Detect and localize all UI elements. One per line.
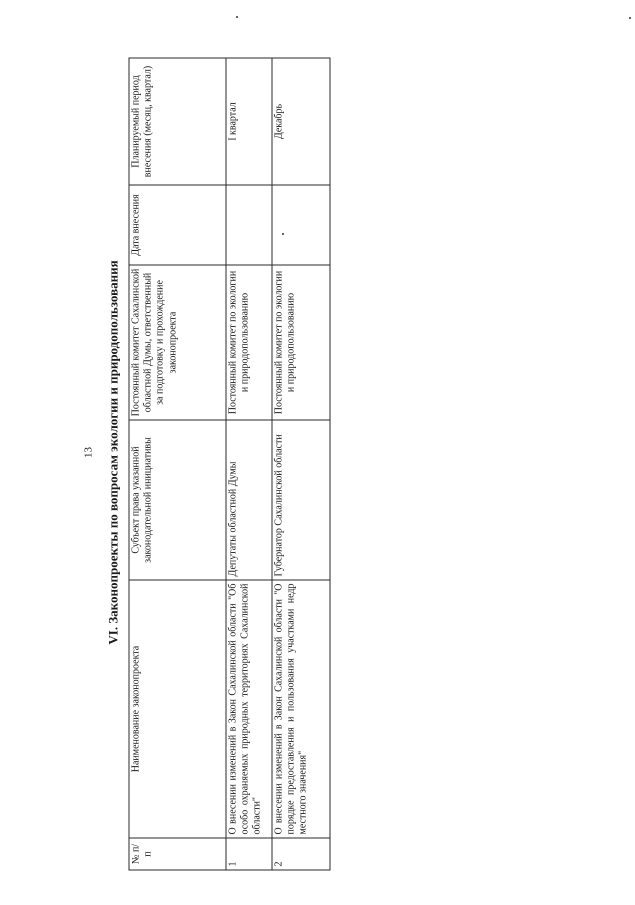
table-row [272, 58, 330, 870]
page-number: 13 [82, 447, 95, 458]
row-submission-date [272, 185, 330, 265]
row-planned-period: Декабрь [272, 58, 330, 185]
header-number: № п/п [129, 838, 226, 870]
table-header-row [129, 58, 226, 870]
header-planned-period: Планируемый период внесения (месяц, квартал) [129, 58, 226, 185]
row-bill-name: О внесении изменений в Закон Сахалинской области "Об особо охраняемых природных территориях Сахалинской области" [226, 580, 272, 838]
row-initiative-subject: Депутаты областной Думы [226, 420, 272, 580]
header-bill-name: Наименование законопроекта [129, 580, 226, 838]
row-planned-period: I квартал [226, 58, 272, 185]
bills-table [129, 58, 331, 871]
row-bill-name: О внесении изменений в Закон Сахалинской области "О порядке предоставления и пользования участками недр местного значения" [272, 580, 330, 838]
row-submission-date [226, 185, 272, 265]
row-initiative-subject: Губернатор Сахалинской области [272, 420, 330, 580]
header-responsible-committee: Постоянный комитет Сахалинской областной Думы, ответственный за подготовку и прохождение законопроекта [129, 265, 226, 420]
scan-speck [282, 233, 284, 235]
row-responsible-committee: Постоянный комитет по экологии и природопользованию [226, 265, 272, 420]
scan-speck [629, 17, 631, 19]
section-title: VI. Законопроекты по вопросам экологии и природопользования [105, 260, 121, 645]
scan-speck [236, 16, 238, 18]
header-initiative-subject: Субъект права указанной законодательной инициативы [129, 420, 226, 580]
row-number: 2 [272, 838, 330, 870]
header-submission-date: Дата внесения [129, 185, 226, 265]
table-row [226, 58, 272, 870]
rotated-content [1, 28, 635, 878]
row-responsible-committee: Постоянный комитет по экологии и природопользованию [272, 265, 330, 420]
row-number: 1 [226, 838, 272, 870]
